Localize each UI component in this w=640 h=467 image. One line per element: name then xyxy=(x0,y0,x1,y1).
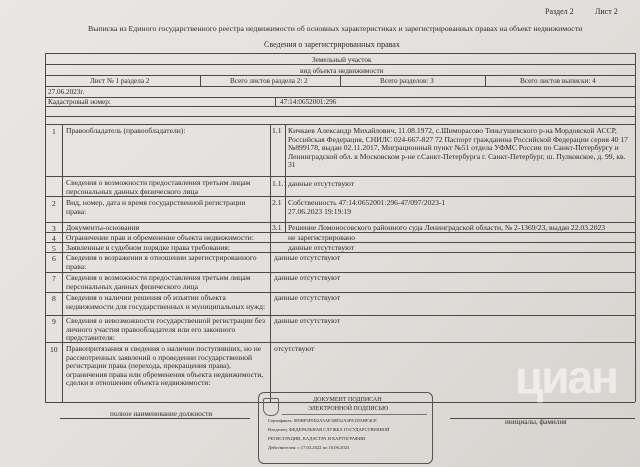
row-value: отсутствуют xyxy=(274,344,315,353)
stamp-title: ДОКУМЕНТ ПОДПИСАН xyxy=(313,397,382,403)
registration-value: Собственность 47:14:0652001:296-47/097/2023-1 27.06.2023 19:19:19 xyxy=(288,198,446,216)
row-label: Заявленные в судебном порядке права требования: xyxy=(66,243,230,252)
row-number: 9 xyxy=(52,317,56,326)
cadastral-label: Кадастровый номер: xyxy=(48,98,111,106)
emblem-icon xyxy=(263,398,279,416)
row-label: Ограничение прав и обременение объекта недвижимости: xyxy=(66,233,254,242)
row-number: 4 xyxy=(52,234,56,243)
total-sections: Всего разделов: 3 xyxy=(380,77,434,85)
object-type: Земельный участок xyxy=(312,56,372,64)
row-label: Правообладатель (правообладатели): xyxy=(66,126,186,135)
row-subnum: 1.1 xyxy=(272,126,282,135)
row-label: Документы-основания xyxy=(66,223,140,232)
watermark-logo: циан xyxy=(515,351,617,403)
row-value: данные отсутствуют xyxy=(274,253,341,262)
row-label: Сведения о наличии решения об изъятии объекта недвижимости для государственных и муниципальных нужд: xyxy=(66,293,266,311)
total-sheets-section: Всего листов раздела 2: 2 xyxy=(230,77,308,85)
position-caption: полное наименование должности xyxy=(110,410,213,418)
row-value: данные отсутствуют xyxy=(288,243,355,252)
object-type-caption: вид объекта недвижимости xyxy=(300,67,384,75)
row-label: Сведения о возможности предоставления третьим лицам персональных данных физического лица xyxy=(66,273,251,291)
row-subnum: 2.1 xyxy=(272,198,282,207)
row-subnum: 1.1.1 xyxy=(272,179,288,188)
stamp-owner-cont: РЕГИСТРАЦИИ, КАДАСТРА И КАРТОГРАФИИ xyxy=(268,436,366,441)
row-label: Сведения о возможности предоставления третьим лицам персональных данных физического лица xyxy=(66,178,251,196)
stamp-owner: Владелец: ФЕДЕРАЛЬНАЯ СЛУЖБА ГОСУДАРСТВЕННОЙ xyxy=(268,427,390,432)
signature-caption: инициалы, фамилия xyxy=(505,418,567,426)
row-number: 3 xyxy=(52,224,56,233)
row-label: Вид, номер, дата и время государственной регистрации права: xyxy=(66,198,246,216)
row-number: 5 xyxy=(52,244,56,253)
document-subtitle: Сведения о зарегистрированных правах xyxy=(264,40,400,49)
row-label: Правопритязания и сведения о наличии поступивших, но не рассмотренных заявлений о проведении государственной регистрации права (перехода, прекращения права), ограничения права или обременения объекта недвижимости, сделки в отношении объекта недвижимости: xyxy=(66,344,264,388)
stamp-validity: Действителен: с 17.03.2022 по 10.06.2023 xyxy=(268,445,350,450)
extract-date: 27.06.2023г. xyxy=(48,88,85,96)
right-holder-value: Кичкаев Александр Михайлович, 11.08.1972, с.Шиморасово Теньгушевского р-на Мордовской АССР, Российская Федерация, СНИЛС 024-667-827 72 Паспорт гражданина Российской Федерации серия 40 17 №899178, выдан 02.11.2017, Миграционный пункт №51 отдела УФМС России по Санкт-Петербургу и Ленинградской обл. в Московском р-не г.Санкт-Петербурга г. Санкт-Петербург, ш. Пулковское, д. 99, кв. 31 xyxy=(288,126,628,170)
row-number: 6 xyxy=(52,254,56,263)
row-value: данные отсутствуют xyxy=(274,316,341,325)
row-value: данные отсутствуют xyxy=(274,293,341,302)
row-number: 7 xyxy=(52,274,56,283)
row-number: 1 xyxy=(52,127,56,136)
row-label: Сведения о невозможности государственной регистрации без личного участия правообладателя или его законного представителя: xyxy=(66,316,265,343)
stamp-certificate: Сертификат: 009BF5F0D2A5AE1B852A3FE1DABF4CE xyxy=(268,418,377,423)
row-number: 2 xyxy=(52,199,56,208)
row-label: Сведения о возражении в отношении зарегистрированного права: xyxy=(66,253,257,271)
sheet-label: Лист 2 xyxy=(595,7,618,16)
total-sheets: Всего листов выписки: 4 xyxy=(520,77,596,85)
sheet-of-section: Лист № 1 раздела 2 xyxy=(90,77,150,85)
basis-document-value: Решение Ломоносовского районного суда Ленинградской области, № 2-1369/23, выдан 22.03.2023 xyxy=(288,223,606,232)
section-label: Раздел 2 xyxy=(545,7,574,16)
row-number: 8 xyxy=(52,294,56,303)
row-value: данные отсутствуют xyxy=(274,273,341,282)
row-number: 10 xyxy=(50,345,58,354)
document-title: Выписка из Единого государственного реестра недвижимости об основных характеристиках и зарегистрированных правах на объект недвижимости xyxy=(88,24,583,33)
stamp-subtitle: ЭЛЕКТРОННОЙ ПОДПИСЬЮ xyxy=(308,406,389,412)
row-subnum: 3.1 xyxy=(272,223,282,232)
cadastral-number: 47:14:0652001:296 xyxy=(280,98,337,106)
row-value: данные отсутствуют xyxy=(288,179,355,188)
row-value: не зарегистрировано xyxy=(288,233,356,242)
